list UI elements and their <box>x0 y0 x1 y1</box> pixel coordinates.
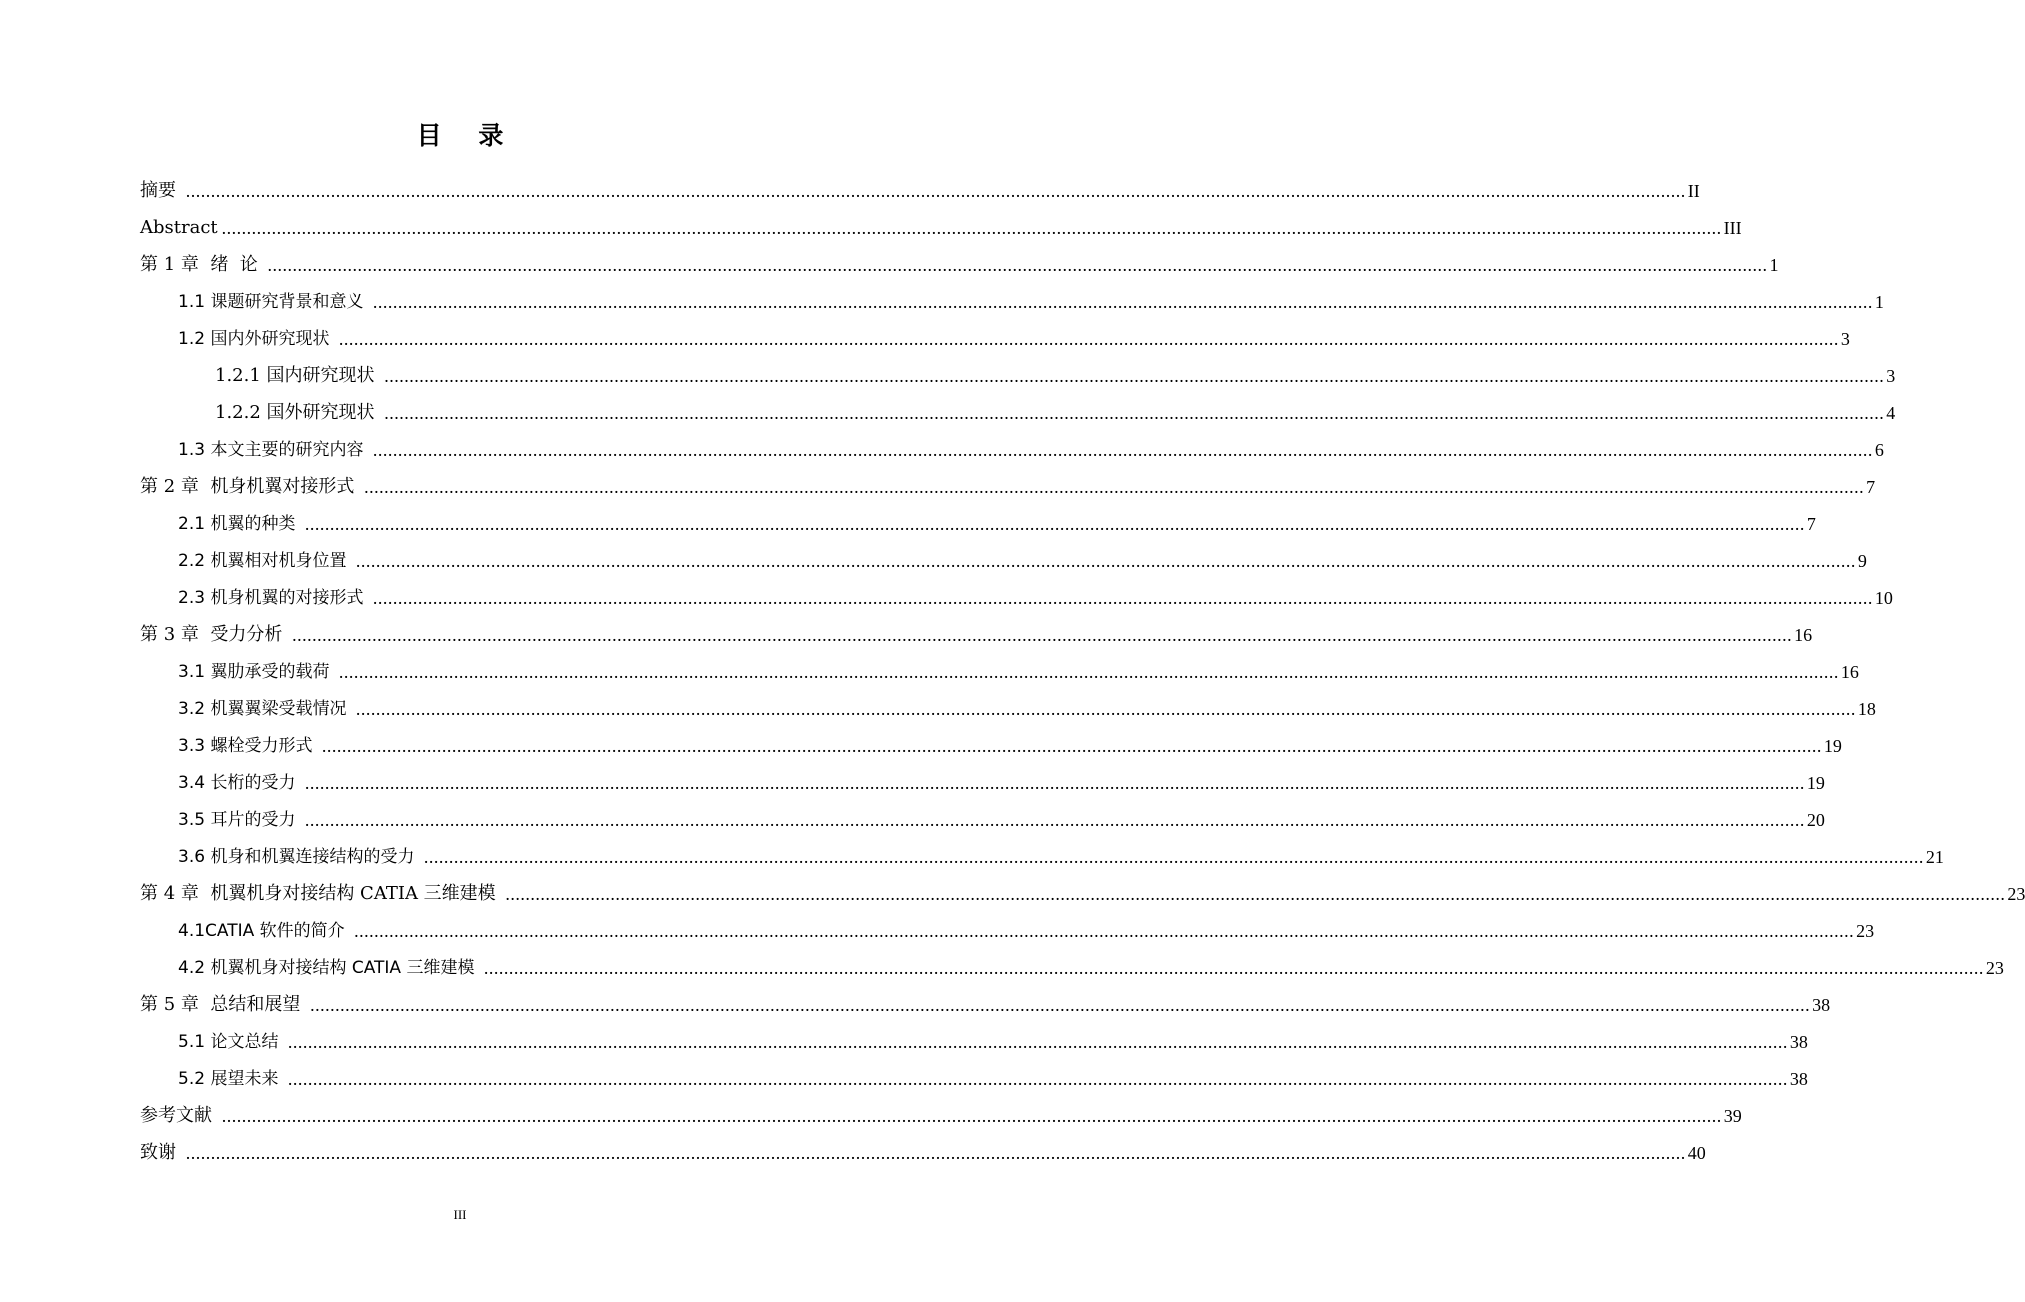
toc-entry-label: 3.3 螺栓受力形式 <box>178 736 318 756</box>
toc-entry <box>178 942 2004 979</box>
toc-entry-page: 16 <box>1794 625 1813 645</box>
toc-entry-label: 1.2.1 国内研究现状 <box>215 365 381 386</box>
toc-entry-page: 10 <box>1874 588 1893 608</box>
toc-entry-page: 1 <box>1874 292 1884 312</box>
toc-dot-leader: ............................................................................................................................................................................................................................................................................................................ <box>221 218 1722 238</box>
toc-entry-page: 6 <box>1874 440 1884 460</box>
toc-entry <box>215 350 1896 387</box>
toc-entry <box>178 1016 1808 1053</box>
toc-entry-page: 19 <box>1806 773 1825 793</box>
toc-entry-label: 5.2 展望未来 <box>178 1069 284 1089</box>
toc-entry <box>178 276 1884 313</box>
toc-dot-leader: ............................................................................................................................................................................................................................................................................................................ <box>221 1106 1722 1126</box>
toc-entry <box>178 757 1825 794</box>
toc-entry-page: 1 <box>1769 255 1779 275</box>
toc-entry-label: 3.2 机翼翼梁受载情况 <box>178 699 352 719</box>
toc-entry <box>140 609 1813 646</box>
toc-entry-label: 4.2 机翼机身对接结构 CATIA 三维建模 <box>178 958 480 978</box>
toc-dot-leader: ............................................................................................................................................................................................................................................................................................................ <box>423 847 1924 867</box>
toc-dot-leader: ............................................................................................................................................................................................................................................................................................................ <box>364 477 1865 497</box>
toc-entry-page: 40 <box>1687 1143 1706 1163</box>
toc-entry <box>178 794 1825 831</box>
toc-entry <box>140 165 1700 202</box>
toc-dot-leader: ............................................................................................................................................................................................................................................................................................................ <box>355 699 1856 719</box>
toc-entry <box>178 535 1867 572</box>
toc-dot-leader: ............................................................................................................................................................................................................................................................................................................ <box>310 995 1811 1015</box>
toc-entry <box>178 646 1859 683</box>
page-number: III <box>453 1207 467 1222</box>
toc-entry-label: 4.1CATIA 软件的简介 <box>178 921 351 941</box>
toc-entry-page: 39 <box>1723 1106 1742 1126</box>
toc-entry-label: 1.2.2 国外研究现状 <box>215 402 381 423</box>
toc-entry-page: 23 <box>2007 884 2025 904</box>
toc-dot-leader: ............................................................................................................................................................................................................................................................................................................ <box>321 736 1822 756</box>
toc-entry <box>178 905 1875 942</box>
toc-dot-leader: ............................................................................................................................................................................................................................................................................................................ <box>372 440 1873 460</box>
toc-dot-leader: ............................................................................................................................................................................................................................................................................................................ <box>372 292 1873 312</box>
toc-entry <box>178 313 1850 350</box>
toc-dot-leader: ............................................................................................................................................................................................................................................................................................................ <box>304 514 1805 534</box>
toc-entry-page: 21 <box>1925 847 1944 867</box>
toc-entry-label: 2.3 机身机翼的对接形式 <box>178 588 369 608</box>
toc-entry-label: 第 3 章 受力分析 <box>140 624 289 645</box>
toc-entry-label: 致谢 <box>140 1142 182 1163</box>
toc-entry-page: 19 <box>1823 736 1842 756</box>
toc-entry-label: 5.1 论文总结 <box>178 1032 284 1052</box>
toc-entry <box>178 424 1884 461</box>
toc-entry-page: 38 <box>1812 995 1831 1015</box>
toc-entry-label: 3.6 机身和机翼连接结构的受力 <box>178 847 420 867</box>
toc-dot-leader: ............................................................................................................................................................................................................................................................................................................ <box>338 662 1839 682</box>
toc-dot-leader: ............................................................................................................................................................................................................................................................................................................ <box>304 810 1805 830</box>
toc-entry <box>140 1127 1706 1164</box>
toc-dot-leader: ............................................................................................................................................................................................................................................................................................................ <box>287 1069 1788 1089</box>
toc-entry-label: 2.1 机翼的种类 <box>178 514 301 534</box>
toc-entry-label: 1.1 课题研究背景和意义 <box>178 292 369 312</box>
toc-entry-label: 1.2 国内外研究现状 <box>178 329 335 349</box>
toc-dot-leader: ............................................................................................................................................................................................................................................................................................................ <box>292 625 1793 645</box>
toc-entry-label: 1.3 本文主要的研究内容 <box>178 440 369 460</box>
toc-entry-label: 3.5 耳片的受力 <box>178 810 301 830</box>
toc-entry-page: 7 <box>1866 477 1876 497</box>
toc-entry <box>140 979 1831 1016</box>
toc-entry-page: 23 <box>1985 958 2004 978</box>
toc-entry-label: 参考文献 <box>140 1105 218 1126</box>
toc-entry-page: II <box>1687 181 1700 201</box>
toc-entry-label: Abstract <box>140 217 218 238</box>
toc-dot-leader: ............................................................................................................................................................................................................................................................................................................ <box>384 403 1885 423</box>
toc-dot-leader: ............................................................................................................................................................................................................................................................................................................ <box>185 1143 1686 1163</box>
toc-entry-label: 第 4 章 机翼机身对接结构 CATIA 三维建模 <box>140 883 502 904</box>
toc-entry-page: 20 <box>1806 810 1825 830</box>
toc-entry-page: III <box>1723 218 1742 238</box>
toc-entry-page: 18 <box>1857 699 1876 719</box>
toc-entry-page: 3 <box>1886 366 1896 386</box>
toc-entry <box>215 387 1896 424</box>
toc-entry-label: 3.1 翼肋承受的载荷 <box>178 662 335 682</box>
toc-dot-leader: ............................................................................................................................................................................................................................................................................................................ <box>304 773 1805 793</box>
toc-entry-label: 第 5 章 总结和展望 <box>140 994 307 1015</box>
toc-entry-label: 摘要 <box>140 180 182 201</box>
toc-entry-page: 38 <box>1789 1069 1808 1089</box>
toc-entry <box>178 1053 1808 1090</box>
toc-dot-leader: ............................................................................................................................................................................................................................................................................................................ <box>287 1032 1788 1052</box>
toc-entry-page: 23 <box>1856 921 1875 941</box>
toc-entry-page: 9 <box>1857 551 1867 571</box>
toc-entry <box>178 572 1893 609</box>
toc-entry-page: 7 <box>1806 514 1816 534</box>
toc-entry-label: 2.2 机翼相对机身位置 <box>178 551 352 571</box>
toc-entry-label: 第 1 章 绪 论 <box>140 254 264 275</box>
toc-entry <box>140 461 1876 498</box>
toc-dot-leader: ............................................................................................................................................................................................................................................................................................................ <box>384 366 1885 386</box>
toc-entry-page: 38 <box>1789 1032 1808 1052</box>
toc-dot-leader: ............................................................................................................................................................................................................................................................................................................ <box>355 551 1856 571</box>
toc-entry <box>140 1090 1742 1127</box>
toc-entry <box>140 239 1779 276</box>
toc-entry-page: 3 <box>1840 329 1850 349</box>
toc-dot-leader: ............................................................................................................................................................................................................................................................................................................ <box>338 329 1839 349</box>
toc-entry <box>140 868 2025 905</box>
toc-dot-leader: ............................................................................................................................................................................................................................................................................................................ <box>483 958 1984 978</box>
toc-entry-label: 3.4 长桁的受力 <box>178 773 301 793</box>
toc-dot-leader: ............................................................................................................................................................................................................................................................................................................ <box>267 255 1768 275</box>
toc-entry <box>178 498 1816 535</box>
toc-entry-label: 第 2 章 机身机翼对接形式 <box>140 476 361 497</box>
toc-entry-page: 16 <box>1840 662 1859 682</box>
toc-entry <box>178 831 1944 868</box>
toc-dot-leader: ............................................................................................................................................................................................................................................................................................................ <box>185 181 1686 201</box>
toc-entry <box>178 720 1842 757</box>
toc-entry <box>178 683 1876 720</box>
toc-title: 目 录 <box>416 121 518 150</box>
toc-dot-leader: ............................................................................................................................................................................................................................................................................................................ <box>354 921 1855 941</box>
toc-dot-leader: ............................................................................................................................................................................................................................................................................................................ <box>505 884 2006 904</box>
toc-entry-page: 4 <box>1886 403 1896 423</box>
toc-entry <box>140 202 1742 239</box>
toc-dot-leader: ............................................................................................................................................................................................................................................................................................................ <box>372 588 1873 608</box>
